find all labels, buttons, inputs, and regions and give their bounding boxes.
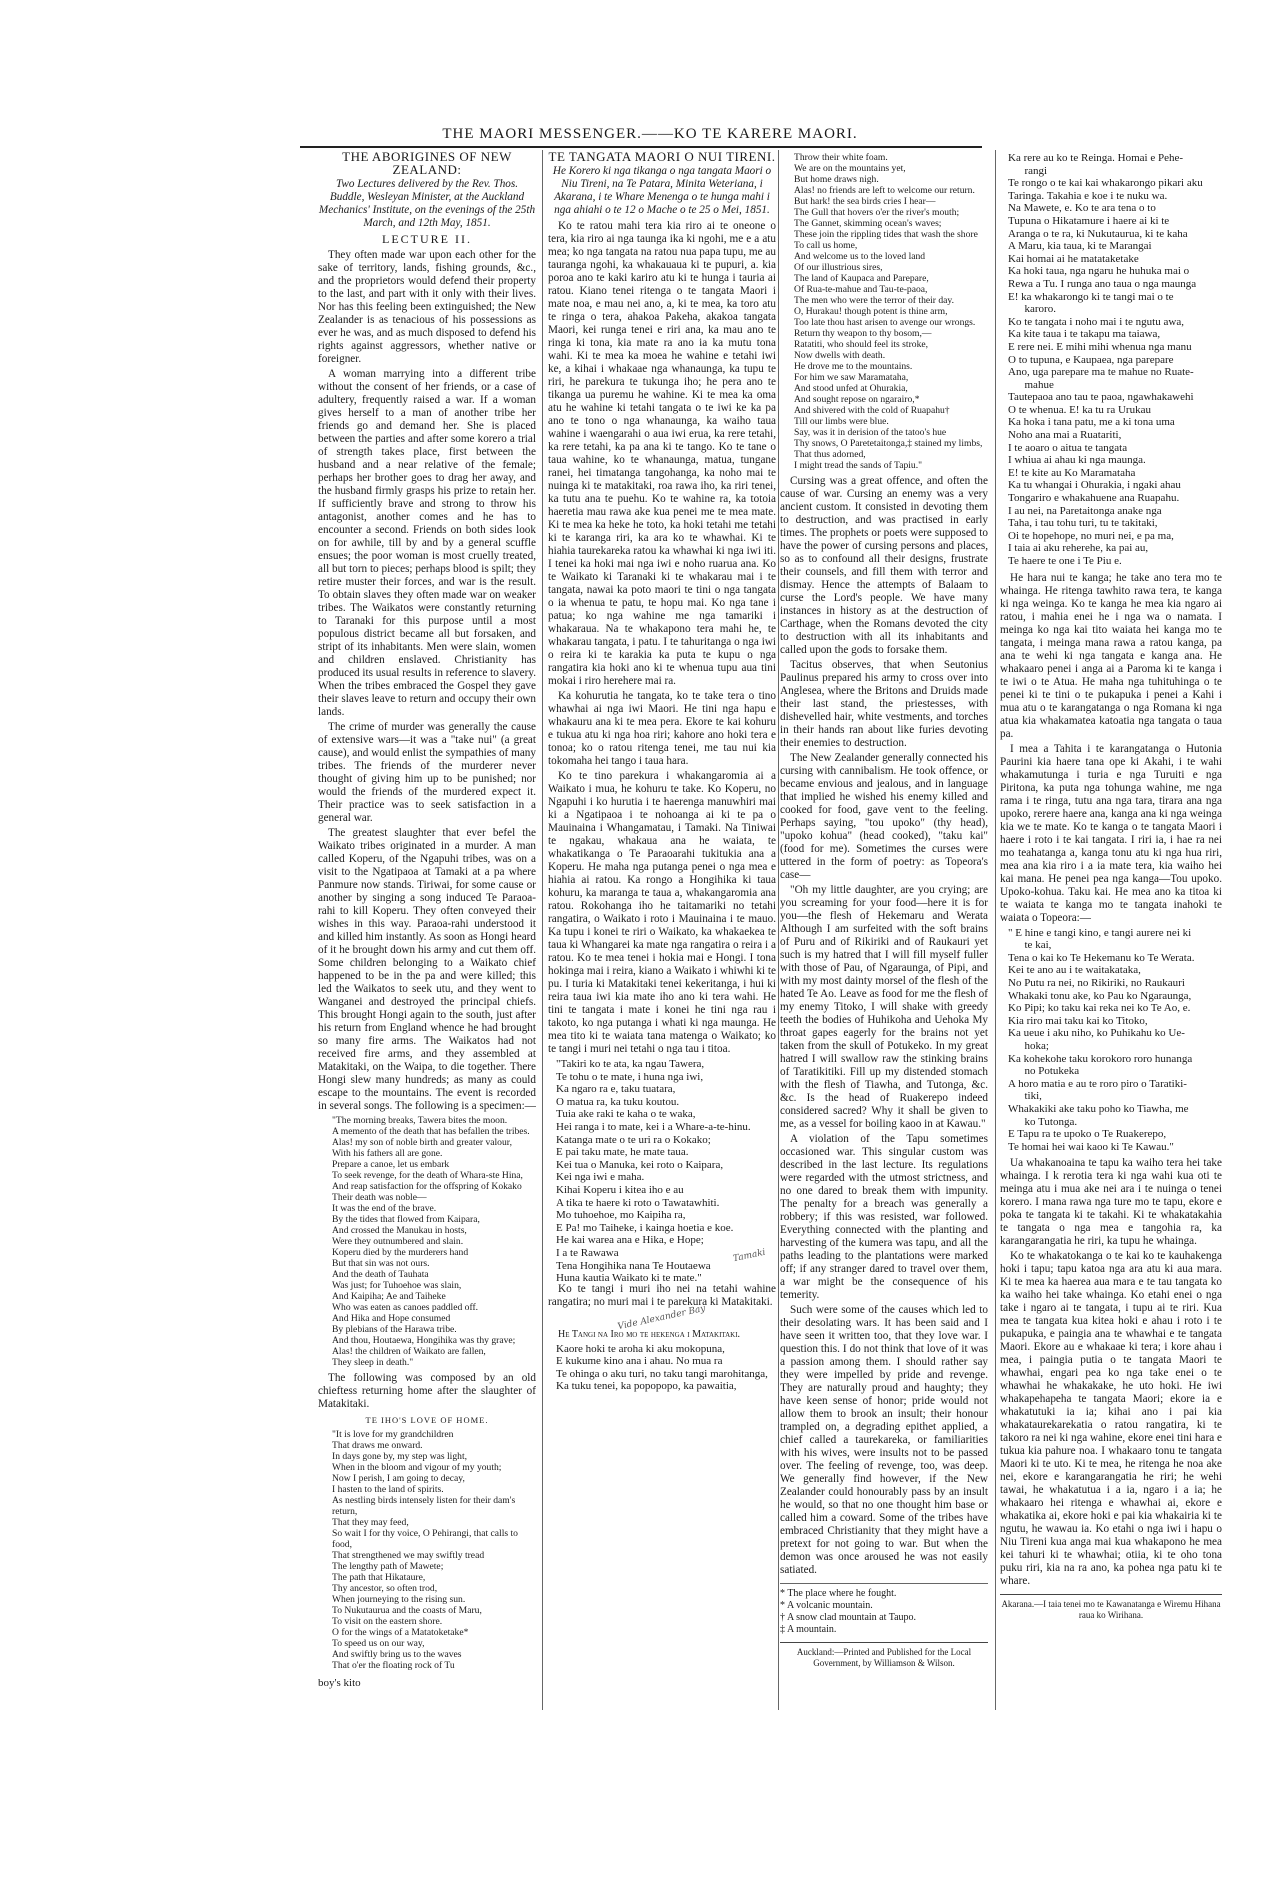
column-catchword: boy's kito — [318, 1677, 361, 1689]
paragraph: Ua whakanoaina te tapu ka waiho tera hei take whainga. I k rerotia tera ki nga wahi kua oti te meinga atu i mua ake nei ara i te nuinga o tenei korero. I mana rawa nga ture mo te tapu, ekore e poka te tangata ki te takahi. Ki te whakatakahia te tangata o nga mea e tangohia ra, ka karangarangatia he riri, ka tupu he whainga. — [1000, 1157, 1222, 1248]
song-verse: "Takiri ko te ata, ka ngau Tawera, Te tohu o te mate, i huna nga iwi, Ka ngaro ra e, taku tuatara, O matua ra, ka tuku koutou. Tuia ake raki te kaha o te waka, Hei ranga i to mate, kei i a Whare-a-te-hinu. Katanga mate o te uri ra o Kokako; E pai taku mate, he mate taua. Kei tua o Manuka, kei roto o Kaipara, Kei nga iwi e maha. Kihai Koperu i kitea iho e au A tika te haere ki roto o Tawatawhiti. Mo tuhoehoe, mo Kaipiha ra, E Pa! mo Taiheke, i kainga hoetia e koe. He kai warea ana e Hika, e Hope; I a te Rawawa Tena Hongihika nana Te Houtaewa Huna kautia Waikato ki te mate." — [556, 1058, 751, 1285]
column-divider — [995, 150, 996, 1710]
paragraph: The crime of murder was generally the cause of extensive wars—it was a "take nui" (a great cause), and would enlist the sympathies of many tribes. The friends of the murderer never thought of giving him up to be punished; nor would the friends of the murdered expect it. Their practice was to seek satisfaction in a general war. — [318, 721, 536, 824]
paragraph: He hara nui te kanga; he take ano tera mo te whainga. He ritenga tawhito rawa tera, te kanga ki nga weinga. Ko te kanga he mea kia ngaro ai ratou, i mahia enei he i nga wa o namata. I meinga ko nga kai tito waiata hei kanga mo te tangata, i meinga mana rawa a ratou kanga, pa ana te wehi ki nga tangata e kanga ana. He whakaaro penei i anga ai a Paroma ki te kanga i te iwi o te Atua. He maha nga tuhituhinga o te penei ki te tini o te pukapuka i penei a Kahi i mua atu o te karangatanga o nga Romana ki nga atua kia whakamatea katoatia nga tangata o taua pa. — [1000, 571, 1222, 740]
scribble-note: Vide Alexander Bay — [617, 1303, 707, 1332]
column-divider — [542, 150, 543, 1710]
masthead: THE MAORI MESSENGER.——KO TE KARERE MAORI. — [442, 126, 858, 142]
column-4-maori-continued — [1000, 150, 1222, 1880]
poem-title: TE IHO'S LOVE OF HOME. — [365, 1415, 489, 1425]
poem-verse: "It is love for my grandchildren That draws me onward. In days gone by, my step was light, When in the bloom and vigour of my youth; Now I perish, I am going to decay, I hasten to the land of spirits. As nestling birds intensely listen for their dam's return, That they may feed, So wait I for thy voice, O Pehirangi, that calls to food, That strengthened we may swiftly tread The lengthy path of Mawete; The path that Hikataure, Thy ancestor, so often trod, When journeying to the rising sun. To Nukutaurua and the coasts of Maru, To visit on the eastern shore. O for the wings of a Matatoketake* To speed us on our way, And swiftly bring us to the waves That o'er the floating rock of Tu — [332, 1429, 518, 1671]
curse-verse: " E hine e tangi kino, e tangi aurere nei ki te kai, Tena o kai ko Te Hekemanu ko Te Werata. Kei te ano au i te waitakataka, No Putu ra nei, no Rikiriki, no Raukauri Whakaki tonu ake, ko Pau ko Ngaraunga, Ko Pipi; ko taku kai reka nei ko Te Ao, e. Kia riro mai taku kai ko Titoko, Ka ueue i aku niho, ko Puhikahu ko Ue- hoka; Ka kohekohe taku korokoro roro hunanga no Potukeka A horo matia e au te roro piro o Taratiki- tiki, Whakakiki ake taku poho ko Tiawha, me ko Tutonga. E Tapu ra te upoko o Te Ruakerepo, Te homai hei wai kaoo ki Te Kawau." — [1008, 926, 1195, 1153]
paragraph: The greatest slaughter that ever befel the Waikato tribes originated in a murder. A man called Koperu, of the Ngapuhi tribes, was on a visit to the Ngatipaoa at Tamaki at a pa where Panmure now stands. Tiriwai, for some cause or another by singing a song induced Te Paraoa-rahi to kill Koperu. They often conveyed their wishes in this way. Paraoa-rahi understood it and killed him instantly. As soon as Hongi heard of it he brought down his army and cut them off. Some children belonging to a Waikato chief happened to be in the pa and were killed; this led the Waikatos to seek utu, and they went to Wanganei and destroyed the principal chiefs. This brought Hongi again to the south, just after his return from England whence he had brought so many fire arms. The Waikatos had not received fire arms, and they assembled at Matakitaki, on the Waipa, to die together. There Hongi slew many hundreds; as many as could escape to the mountains. The event is recorded in several songs. The following is a specimen:— — [318, 827, 536, 1112]
article-subheading: He Korero ki nga tikanga o nga tangata Maori o Niu Tireni, na Te Patara, Minita Weteriana, i Akarana, i te Whare Menenga o te hunga mahi i nga ahiahi o te 12 o Mache o te 25 o Mei, 1851. — [552, 165, 772, 216]
paragraph: Such were some of the causes which led to their desolating wars. It has been said and I have seen it written too, that they love war. I question this. I do not think that love of it was a passion among them. I should rather say they were impelled by pride and revenge. They are naturally proud and haughty; they have keen sense of honor; pride would not allow them to brook an insult; their honour trampled on, a degrading epithet applied, a chief called a taurekareka, or familiarities with his wives, were insults not to be passed over. The feeling of revenge, too, was deep. We generally find however, if the New Zealander could honourably pass by an insult he would, so that no one thought him base or called him a coward. Some of the tribes have embraced Christianity that they might have a pretext for not going to war. But when the demon was once aroused he was not easily satiated. — [780, 1304, 988, 1576]
column-2-maori-lecture — [548, 150, 776, 1880]
article-subheading: Two Lectures delivered by the Rev. Thos. Buddle, Wesleyan Minister, at the Auckland Mechanics' Institute, on the evenings of the 25th March, and 12th May, 1851. — [318, 178, 536, 229]
song-verse: "The morning breaks, Tawera bites the moon. A memento of the death that has befallen the tribes. Alas! my son of noble birth and greater valour, With his fathers all are gone. Prepare a canoe, let us embark To seek revenge, for the death of Whara-ste Hina, And reap satisfaction for the offspring of Kokako Their death was noble— It was the end of the brave. By the tides that flowed from Kaipara, And crossed the Manukau in hosts, Were they outnumbered and slain. Koperu died by the murderers hand But that sin was not ours. And the death of Tauhata Was just; for Tuhoehoe was slain, And Kaipiha; Ae and Taiheke Who was eaten as canoes paddled off. And Hika and Hope consumed By plebians of the Harawa tribe. And thou, Houtaewa, Hongihika was thy grave; Alas! the children of Waikato are fallen, They sleep in death." — [332, 1115, 530, 1368]
poem-verse-continued: Throw their white foam. We are on the mountains yet, But home draws nigh. Alas! no friends are left to welcome our return. But hark! the sea birds cries I hear— The Gull that hovers o'er the river's mouth; The Gannet, skimming ocean's waves; These join the rippling tides that wash the shore To call us home, And welcome us to the loved land Of our illustrious sires, The land of Kaupaca and Parepare, Of Rua-te-mahue and Tau-te-paoa, The men who were the terror of their day. O, Hurakau! though potent is thine arm, Too late thou hast arisen to avenge our wrongs. Return thy weapon to thy bosom,— Ratatiti, who should feel its stroke, Now dwells with death. He drove me to the mountains. For him we saw Maramataha, And stood unfed at Ohurakia, And sought repose on ngarairo,* And shivered with the cold of Ruapahu† Till our limbs were blue. Say, was it in derision of the tatoo's hue Thy snows, O Paretetaitonga,‡ stained my limbs, That thus adorned, I might tread the sands of Tapiu." — [794, 152, 983, 471]
paragraph: A violation of the Tapu sometimes occasioned war. This singular custom was described in the last lecture. Its regulations were regarded with the utmost strictness, and no one dared to break them with impunity. The penalty for a breach was generally a robbery; if this was resisted, war followed. Everything connected with the planting and harvesting of the kumera was tapu, and all the paths leading to the plantations were marked off; if any stranger dared to travel over them, a war might be the consequence of his temerity. — [780, 1133, 988, 1301]
paragraph: Ko te whakatokanga o te kai ko te kauhakenga hoki i tapu; tapu katoa nga ara atu ki aua mara. Ki te mea ka haerea aua mara e te tau tangata ko ka waiho hei take whainga. Ko etahi enei o nga take i ngaro ai te tangata, i tupu ai te riri. Kua mea te tangata kua kitea hoki e ahau i roto i te pukapuka, e paingia ana te whawhai e te tangata Maori. Ekore au e whakaae ki tera; i kore ahau i mea, i paingia putia o te tangata Maori te whawhai, engari pea ko nga take enei o te whawhai he whakakake, he uto hoki. He iwi whakapehapeha te tangata Maori; ekore ia e whakatutuki ia ia; kihai ano i pai kia whakataurekarekatia o ratou rangatira, ki te takoro ra nei ki nga wahine, ekore enei tini hara e tukua kia pahure noa. I whakaaro tonu te tangata Maori ki te uto. Ki te mea, he ritenga he noa ake nei, ekore e karangarangatia he riri; he wehi tawai, he whakatutua i a ia, ngaro i a ia; he whakaaro hei ritenga e whawhai ai, ekore e whakatika ai, ekore hoki e pai kia whakairia ki te ngutu, he wawau ia. Ko etahi o nga iwi i hapu o Niu Tireni kua anga mai kua whakapono he mea kei tahuri ki te whawhai; otiia, ki te oho tona puku riri, kia na ra ano, ka pohea nga patu ki te whare. — [1000, 1250, 1222, 1588]
footnote: * A volcanic mountain. — [780, 1600, 873, 1611]
footnote: † A snow clad mountain at Taupo. — [780, 1612, 917, 1623]
paragraph: The New Zealander generally connected his cursing with cannibalism. He took offence, or became envious and jealous, and in language that implied he wished his enemy killed and cooked for food, gave vent to the feeling. Perhaps saying, "tou upoko" (thy head), "upoko kohua" (head cooked), "taku kai" (food for me). Sometimes the curses were uttered in the form of poetry: as Topeora's case— — [780, 752, 988, 881]
poem-verse: Kaore hoki te aroha ki aku mokopuna, E kukume kino ana i ahau. No mua ra Te ohinga o aku turi, no taku tangi marohitanga, Ka tuku tenei, ka popopopo, ka pawaitia, — [556, 1342, 768, 1393]
article-heading: THE ABORIGINES OF NEW ZEALAND: — [342, 150, 512, 177]
paragraph: Ka kohurutia he tangata, ko te take tera o tino whawhai ai nga iwi Maori. He tini nga hapu e whakauru ana ki te mea pera. Ekore te kai kohuru e tukua atu ki nga hoa riri; kahore ano hoki tera e tonoa; ko o ratou ritenga tenei, me tau nui kia tokomaha hei tango i taua hara. — [548, 690, 776, 767]
paragraph: They often made war upon each other for the sake of territory, lands, fishing grounds, &c., and the proprietors would defend their property to the last, and part with it only with their lives. Nor has this feeling been extinguished; the New Zealander is as tenacious of his possessions as ever he was, and as much disposed to defend his rights against aggressors, whether native or foreigner. — [318, 249, 536, 365]
article-heading: TE TANGATA MAORI O NUI TIRENI. — [548, 150, 776, 164]
paragraph: I mea a Tahita i te karangatanga o Hutonia Paurini kia haere tana ope ki Akahi, i te wahi whakamutunga i turia e nga Turuiti e nga Piritona, ka puta nga tohunga wahine, me nga rama i te ringa, tutu ana nga tara, tirara ana nga upoko, rerere haere ana, kanga ana ki nga weinga kia we te mate. Ko te kanga o te tangata Maori i haere i roto i te kai tangata. I riri ia, i hae ra nei mo teahatanga a, kanga tonu atu ki nga hua riri, mea ana kia riro i a ia mate tera, kia waiho hei kai mana. He penei pea nga kanga—Tou upoko. Upoko-kohua. Taku kai. He mea ano ka titoa ki te waiata te kanga mo te tangata inahoki te waiata o Topeora:— — [1000, 742, 1222, 924]
footnotes — [780, 1583, 988, 1636]
paragraph: A woman marrying into a different tribe without the consent of her friends, or a case of adultery, frequently raised a war. If a woman gives herself to a man of another tribe her friends go and demand her. She is placed between the parties and after some korero a trial of strength takes place, first between the husband and a near relative of the female; perhaps her brother goes to drag her away, and the husband firmly grasps his prize to retain her. If sufficiently brave and strong to throw his antagonist, another comes and he has to encounter a second. Friends on both sides look on for awhile, till by and by a general scuffle ensues; the poor woman is most cruelly treated, all but torn to pieces; perhaps blood is spilt; they retire muster their forces, and war is the result. To obtain slaves they often made war on weaker tribes. The Waikatos were constantly returning to Taranaki for this purpose until a most populous district became all but forsaken, and stript of its inhabitants. Men were slain, women and children enslaved. Christianity has produced its usual results in reference to slavery. When the tribes embraced the Gospel they gave their slaves leave to return and occupy their own lands. — [318, 368, 536, 718]
paragraph: Ko te ratou mahi tera kia riro ai te oneone o tera, kia riro ai nga taunga ika ki ngohi, me e a atu mea; ko nga tangata na ratou nua papa tupu, me au tauranga ngohi, ka whakauaua ki te pupuri, a. kia poroa ano te kaki kariro atu ki te hunga i tauria ai ratou. Kiano tenei ritenga o te tangata Maori i mate noa, e mau nei ano, a, ki te mea, ka toro atu te ringa o tera, ahakoa Pakeha, akakoa tangata Maori, kei runga tenei e riri ana, ka mau ano te ringa ki tona, kia mate ra ano ia ka mutu tona wahi. Ki te mea ka moea he wahine e tetahi iwi ke, a kihai i whakaae nga whanaunga, ka tupu te riri, he parekura te tukunga iho; he pera ano te tikanga ua puremu he wahine. Ki te mea ka oma atu he wahine ki tetahi tangata o te iwi ke ka pa ano te tono o nga whanaunga, ka waiho taua wahine i waengarahi o aua iwi erua, ka rere tetahi, ka rere tetahi, ka pa ana ki te tango. Ko te tane o taua wahine, ko te whanaunga, matua, tungane ranei, hei timatanga tangohanga, ka noho mai te nuinga ki te matakitaki, roa rawa iho, ka riri tenei, ka tutu ana te puehu. Ko te wahine ra, ka totoia haeretia mau rawa ake kua penei me te mea mate. Ki te mea ka heke he toto, ka hoki tetahi me tetahi ki te karanga riri, ka ara ko te whawhai. Ki te hiahia taurekareka ratou ka whawhai ki nga iwi iti. I tenei ka hoki mai nga iwi e noho ruarua ana. Ko te Waikato ki Taranaki ki te whakarau mai i te tangata, nawai ka poto maori te tini o nga tangata o ia whenua te patu, te hopu mai. Ko nga tane i patua; ko nga wahine me nga tamariki i whakaraua. Na te whakapono tera mahi he, te whakarau tangata, i patu. I te tahuritanga o nga iwi o reira ki te karakia ka puta te kupu o nga rangatira kia hoki ano ki te whenua tupu aua tini mokai i riro herehere mai ra. — [548, 220, 776, 687]
scribble-note: Tamaki — [732, 1247, 767, 1265]
lecture-number: LECTURE II. — [382, 232, 472, 246]
printer-imprint: Auckland:—Printed and Published for the Local Government, by Williamson & Wilson. — [780, 1642, 988, 1669]
paragraph: Tacitus observes, that when Seutonius Paulinus prepared his army to cross over into Anglesea, where the Britons and Druids made their last stand, the priestesses, with dishevelled hair, white vestments, and torches in their hands ran about like furies devoting their enemies to destruction. — [780, 659, 988, 749]
column-3-english-continued — [780, 150, 988, 1880]
paragraph: Cursing was a great offence, and often the cause of war. Cursing an enemy was a very ancient custom. It consisted in devoting them to destruction, and was practised in early times. The prophets or poets were supposed to have the power of cursing persons and places, so as to confound all their designs, frustrate their counsels, and fill them with terror and dismay. Hence the attempts of Balaam to curse the Lord's people. We have many instances in history as at the destruction of Carthage, when the Romans devoted the city to destruction with all its inhabitants and called upon the gods to forsake them. — [780, 475, 988, 656]
footnote: ‡ A mountain. — [780, 1624, 837, 1635]
column-divider — [778, 150, 779, 1710]
masthead-rule — [300, 146, 982, 148]
column-1-english-lecture — [318, 150, 536, 1880]
paragraph: Ko te tino parekura i whakangaromia ai a Waikato i mua, he kohuru te take. Ko Koperu, no Ngapuhi i ko hurutia i te haerenga manuwhiri mai ki a Ngatipaoa i te nohoanga ai ki te pa o Mauinaina i Whangamatau, i Tamaki. Na Tiniwai te ngakau, whakaua ana he waiata, te whakatikanga o Te Paraoarahi tukitukia ana a Koperu. He maha nga putanga penei o nga mea e hiahia ai ratou. Ka rongo a Hongihika ki taua kohuru, ka maranga te taua a, whakangaromia ana ratou. Rokohanga iho he taitamariki no tetahi rangatira, o Waikato i roto i Mauinaina i te mauo. Ka tupu i konei te riri o Waikato, ka whakaekea te taua ki Whangarei ka mate nga rangatira o reira i a ratou. Ko te mea tenei i hokia mai e Hongi. I tona hokinga mai i reira, kiano a Waikato i whiwhi ki te pu. I turia ki Matakitaki tenei kekeritanga, i hui ki reira taua iwi kia mate iho ano ki tera wahi. He tini te tangata i mate i konei he tini nga rau i takoto, ko nga putanga i whati ki nga maunga. He mea tito ki te waiata tana matenga o Waikato; ko te tangi i muri nei tetahi o nga tau i titoa. — [548, 770, 776, 1055]
paragraph: "Oh my little daughter, are you crying; are you screaming for your food—here it is for you—the flesh of Hekemaru and Werata Although I am surfeited with the soft brains of Puru and of Rikiriki and of Raukauri yet such is my hatred that I will fill myself fuller with those of Pau, of Ngaraunga, of Pipi, and with my most dainty morsel of the flesh of the hated Te Ao. Leave as food for me the flesh of my enemy Titoko, I will shake with greedy teeth the bodies of Huhikoha and Uehoka My throat gapes eagerly for the brains not yet taken from the skull of Potukeko. In my great hatred I will swallow raw the stinking brains of Taratikitiki. Fill up my distended stomach with the flesh of Tiawha, and Tutonga, &c. &c. Is the head of Ruakerepo indeed considered sacred? Why it shall be given to me, as a vessel for boiling kaoo in at Kawau." — [780, 884, 988, 1130]
poem-title: He Tangi na Iro mo te hekenga i Matakitaki. — [558, 1328, 741, 1340]
printer-imprint: Akarana.—I taia tenei mo te Kawanatanga e Wiremu Hihana raua ko Wirihana. — [1000, 1594, 1222, 1621]
paragraph: Ko te tangi i muri iho nei na tetahi wahine rangatira; no muri mai i te parekura ki Matakitaki. — [548, 1282, 776, 1308]
footnote: * The place where he fought. — [780, 1588, 897, 1599]
handwritten-annotation — [548, 1303, 776, 1332]
poem-verse-continued: Ka rere au ko te Reinga. Homai e Pehe- rangi Te rongo o te kai kai whakarongo pikari aku Taringa. Takahia e koe i te nuku wa. Na Mawete, e. Ko te ara tena o to Tupuna o Hikatamure i haere ai ki te Aranga o te ra, ki Nukutaurua, ki te kaha A Maru, kia taua, ki te Marangai Kai homai ai he matataketake Ka hoki taua, nga ngaru he huhuka mai o Rewa a Tu. I runga ano taua o nga maunga E! ka whakarongo ki te tangi mai o te karoro. Ko te tangata i noho mai i te ngutu awa, Ka kite taua i te takapu ma taiawa, E rere nei. E mihi mihi whenua nga manu O to tupuna, e Kaupaea, nga parepare Ano, uga parepare ma te mahue no Ruate- mahue Tautepaoa ano tau te paoa, ngawhakawehi O te whenua. E! ka tu ra Urukau Ka hoka i tana patu, me a ki tona uma Noho ana mai a Ruatariti, I te aoaro o aitua te tangata I whiua ai ahau ki nga maunga. E! te kite au Ko Maramataha Ka tu whangai i Ohurakia, i ngaki ahau Tongariro e whakahuene ana Ruapahu. I au nei, na Paretaitonga anake nga Taha, i tau tohu turi, tu te takitaki, Oi te hopehope, no muri nei, e pa ma, I taia ai aku reherehe, ka pai au, Te haere te one i Te Piu e. — [1008, 152, 1203, 567]
paragraph: The following was composed by an old chieftess returning home after the slaughter of Matakitaki. — [318, 1372, 536, 1410]
